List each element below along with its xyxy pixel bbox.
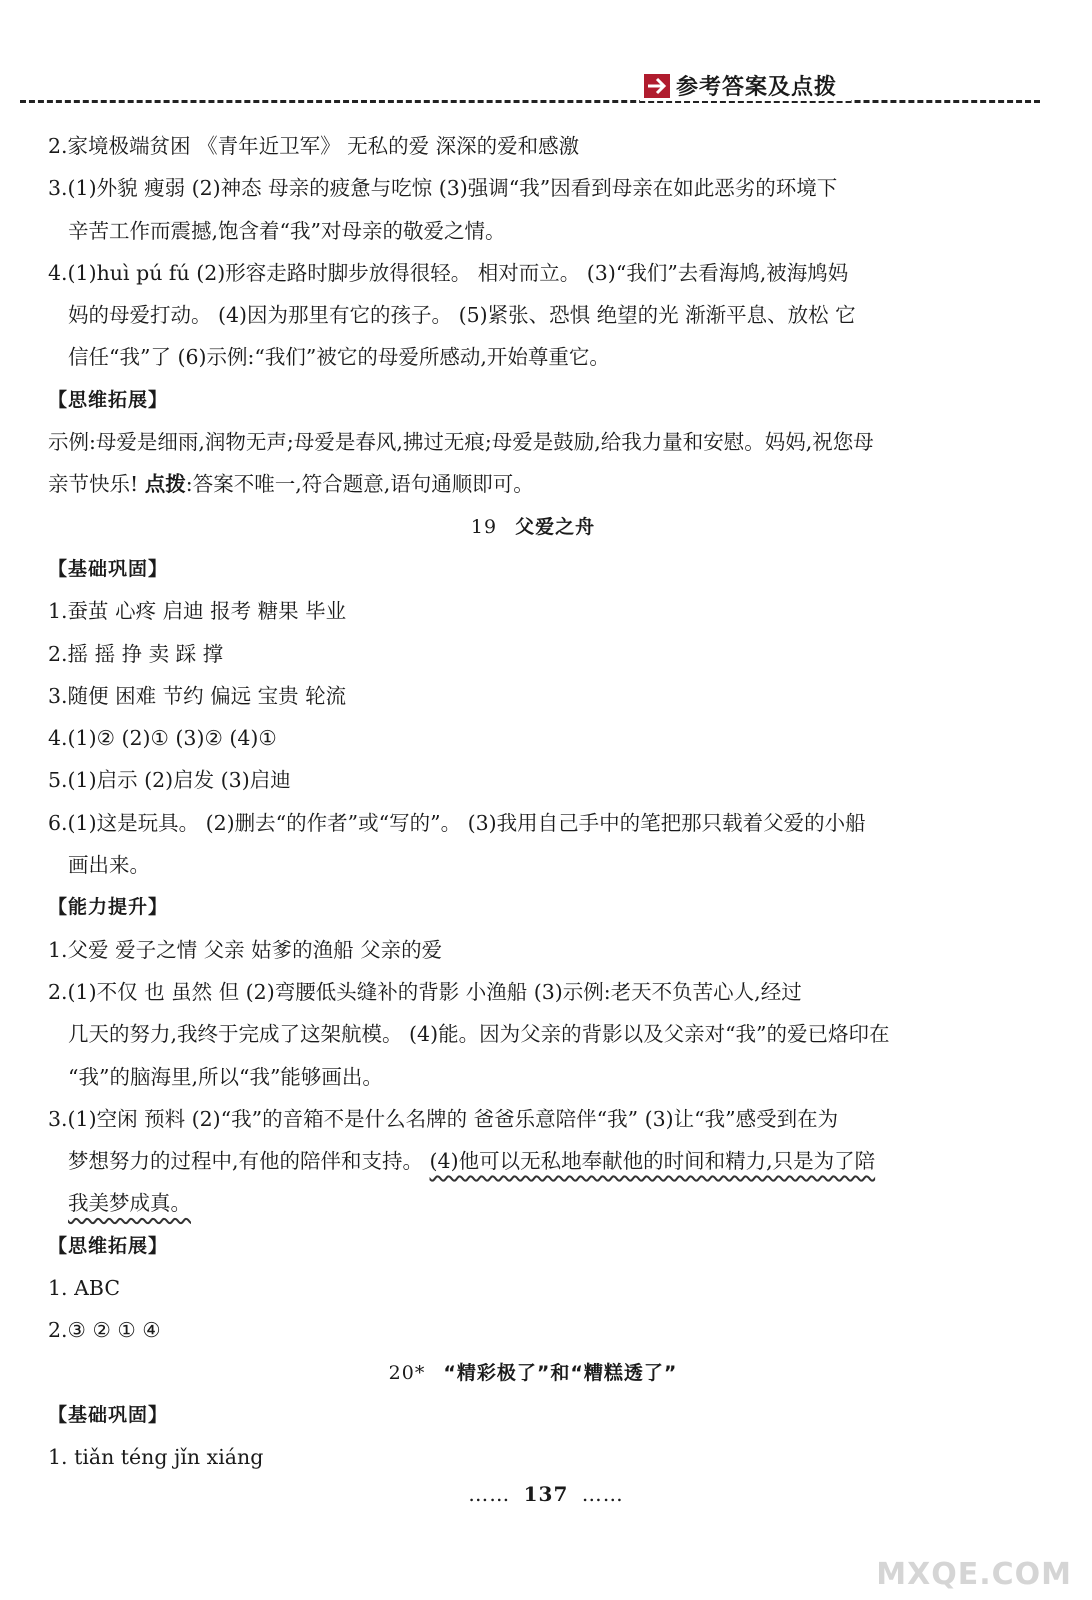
answer-line <box>48 929 1018 971</box>
answer-line <box>48 802 1018 844</box>
chapter-title <box>48 506 1018 548</box>
section-heading: 【思维拓展】 <box>48 388 169 411</box>
answer-line <box>48 1013 1018 1055</box>
answer-text: 示例:母爱是细雨,润物无声;母爱是春风,拂过无痕;母爱是鼓励,给我力量和安慰。妈妈,祝您母 <box>48 430 874 455</box>
answer-line <box>48 210 1018 252</box>
answer-text: 1. ABC <box>48 1276 121 1301</box>
answer-line <box>48 844 1018 886</box>
answer-text: 信任“我”了 (6)示例:“我们”被它的母爱所感动,开始尊重它。 <box>68 345 610 370</box>
answer-text: 1. tiǎn téng jǐn xiáng <box>48 1445 264 1470</box>
answer-line <box>48 675 1018 717</box>
watermark-text: MXQE.COM <box>876 1557 1072 1592</box>
answer-line <box>48 1140 1018 1182</box>
section-heading: 【基础巩固】 <box>48 1403 169 1426</box>
answer-text: 2.③ ② ① ④ <box>48 1318 161 1343</box>
header-dashed-rule <box>20 100 1040 103</box>
answer-line <box>48 463 1018 505</box>
answer-text: 画出来。 <box>68 853 150 878</box>
answer-line <box>48 759 1018 801</box>
answer-line <box>48 252 1018 294</box>
answer-line <box>48 1436 1018 1478</box>
answer-text: 2.摇 摇 挣 卖 踩 撑 <box>48 641 224 666</box>
answer-line <box>48 1267 1018 1309</box>
arrow-right-icon <box>644 74 670 98</box>
page-footer <box>0 1482 1092 1506</box>
answer-text: 3.随便 困难 节约 偏远 宝贵 轮流 <box>48 683 347 708</box>
answer-text: 6.(1)这是玩具。 (2)删去“的作者”或“写的”。 (3)我用自己手中的笔把那只载着父爱的小船 <box>48 810 866 835</box>
answer-line <box>48 294 1018 336</box>
answer-text: “我”的脑海里,所以“我”能够画出。 <box>68 1064 383 1089</box>
answer-text: 亲节快乐! <box>48 472 139 497</box>
answer-text: 辛苦工作而震撼,饱含着“我”对母亲的敬爱之情。 <box>68 218 506 243</box>
answer-line <box>48 971 1018 1013</box>
chapter-number: 20* <box>388 1361 426 1384</box>
chapter-name: “精彩极了”和“糟糕透了” <box>443 1361 678 1384</box>
page-header <box>20 66 1040 106</box>
answer-line <box>48 717 1018 759</box>
wavy-underlined-text: (4)他可以无私地奉献他的时间和精力,只是为了陪 <box>429 1149 876 1174</box>
answer-line <box>48 336 1018 378</box>
answer-text: 1.蚕茧 心疼 启迪 报考 糖果 毕业 <box>48 599 347 624</box>
watermark-logo <box>876 1510 1072 1592</box>
chapter-number: 19 <box>470 515 498 538</box>
answer-content <box>48 125 1018 1479</box>
header-title: 参考答案及点拨 <box>676 75 838 100</box>
answer-line <box>48 1309 1018 1351</box>
answer-text: 2.(1)不仅 也 虽然 但 (2)弯腰低头缝补的背影 小渔船 (3)示例:老天不负苦心人,经过 <box>48 979 802 1004</box>
chapter-title <box>48 1352 1018 1394</box>
answer-line <box>48 1056 1018 1098</box>
answer-line <box>48 633 1018 675</box>
chapter-name: 父爱之舟 <box>515 515 596 538</box>
answer-text: 4.(1)② (2)① (3)② (4)① <box>48 726 277 751</box>
footer-dots-right: …… <box>581 1482 624 1506</box>
page-number: 137 <box>523 1482 569 1506</box>
wavy-underlined-text: 我美梦成真。 <box>68 1191 191 1216</box>
answer-text: 3.(1)外貌 瘦弱 (2)神态 母亲的疲惫与吃惊 (3)强调“我”因看到母亲在如此恶劣的环境下 <box>48 176 838 201</box>
answer-line <box>48 1098 1018 1140</box>
answer-text: 几天的努力,我终于完成了这架航模。 (4)能。因为父亲的背影以及父亲对“我”的爱已烙印在 <box>68 1022 890 1047</box>
tip-text: :答案不唯一,符合题意,语句通顺即可。 <box>185 472 534 497</box>
answer-text: 5.(1)启示 (2)启发 (3)启迪 <box>48 768 291 793</box>
answer-line <box>48 590 1018 632</box>
section-heading: 【能力提升】 <box>48 896 169 919</box>
header-title-block <box>640 70 851 101</box>
answer-text: 妈的母爱打动。 (4)因为那里有它的孩子。 (5)紧张、恐惧 绝望的光 渐渐平息、放松 它 <box>68 303 856 328</box>
answer-line <box>48 125 1018 167</box>
answer-line <box>48 421 1018 463</box>
answer-text: 1.父爱 爱子之情 父亲 姑爹的渔船 父亲的爱 <box>48 937 443 962</box>
answer-text: 3.(1)空闲 预料 (2)“我”的音箱不是什么名牌的 爸爸乐意陪伴“我” (3)让“我”感受到在为 <box>48 1106 839 1131</box>
footer-dots-left: …… <box>468 1482 511 1506</box>
tip-label: 点拨 <box>144 472 186 497</box>
section-heading: 【基础巩固】 <box>48 557 169 580</box>
answer-text: 梦想努力的过程中,有他的陪伴和支持。 <box>68 1149 430 1174</box>
answer-text: 2.家境极端贫困 《青年近卫军》 无私的爱 深深的爱和感激 <box>48 134 580 158</box>
section-heading: 【思维拓展】 <box>48 1234 169 1257</box>
answer-line <box>48 167 1018 209</box>
answer-text: 4.(1)huì pú fú (2)形容走路时脚步放得很轻。 相对而立。 (3)“我们”去看海鸠,被海鸠妈 <box>48 260 849 285</box>
answer-line <box>48 1182 1018 1224</box>
